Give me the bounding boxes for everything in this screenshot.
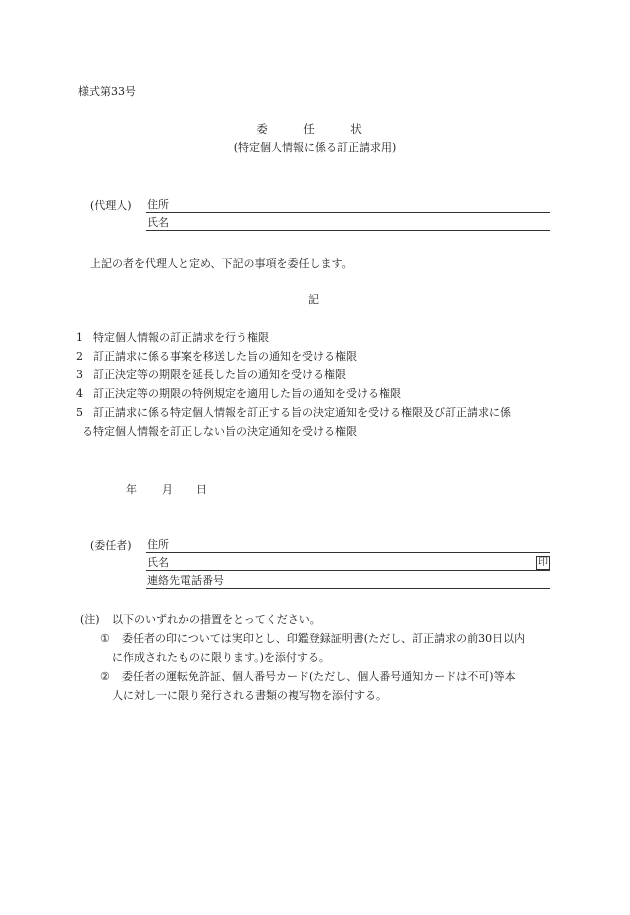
list-item-number: 2 [76, 350, 83, 363]
note-text-line: に作成されたものに限ります。)を添付する。 [112, 651, 330, 664]
principal-address-field[interactable] [146, 537, 550, 553]
date-year-label: 年 [126, 483, 137, 496]
list-item: 特定個人情報の訂正請求を行う権限 [93, 331, 269, 344]
principal-name-label: 氏名 [147, 556, 169, 569]
list-item-number: 4 [76, 387, 83, 400]
ki-heading: 記 [308, 293, 319, 306]
list-item-number: 1 [76, 331, 83, 344]
agent-name-label: 氏名 [147, 216, 169, 229]
principal-label: (委任者) [90, 539, 132, 552]
principal-name-field[interactable] [146, 555, 550, 571]
page-subtitle: (特定個人情報に係る訂正請求用) [233, 141, 397, 154]
principal-phone-label: 連絡先電話番号 [147, 574, 224, 587]
form-number: 様式第33号 [78, 85, 136, 98]
agent-label: (代理人) [90, 199, 132, 212]
notes-label: (注) [80, 613, 100, 626]
notes-intro: 以下のいずれかの措置をとってください。 [112, 613, 321, 626]
list-item-number: 5 [76, 406, 83, 419]
note-mark: ② [100, 670, 110, 683]
date-day-label: 日 [196, 483, 207, 496]
agent-address-label: 住所 [147, 198, 169, 211]
date-month-label: 月 [162, 483, 173, 496]
principal-address-label: 住所 [147, 538, 169, 551]
delegation-statement: 上記の者を代理人と定め、下記の事項を委任します。 [90, 257, 353, 270]
note-text-line: 人に対し一に限り発行される書類の複写物を添付する。 [112, 689, 387, 702]
principal-phone-field[interactable] [146, 573, 550, 589]
page-title: 委 任 状 [256, 122, 374, 136]
list-item: 訂正請求に係る事案を移送した旨の通知を受ける権限 [93, 350, 357, 363]
note-text-line: 委任者の運転免許証、個人番号カード(ただし、個人番号通知カードは不可)等本 [122, 670, 516, 683]
list-item-continuation: る特定個人情報を訂正しない旨の決定通知を受ける権限 [82, 425, 357, 438]
seal-mark: 印 [538, 557, 548, 568]
note-text-line: 委任者の印については実印とし、印鑑登録証明書(ただし、訂正請求の前30日以内 [122, 632, 526, 645]
list-item-number: 3 [76, 368, 83, 381]
list-item: 訂正決定等の期限の特例規定を適用した旨の通知を受ける権限 [93, 387, 401, 400]
agent-name-field[interactable] [146, 215, 550, 231]
list-item: 訂正決定等の期限を延長した旨の通知を受ける権限 [93, 368, 346, 381]
agent-address-field[interactable] [146, 197, 550, 213]
note-mark: ① [100, 632, 110, 645]
list-item: 訂正請求に係る特定個人情報を訂正する旨の決定通知を受ける権限及び訂正請求に係 [93, 406, 511, 419]
